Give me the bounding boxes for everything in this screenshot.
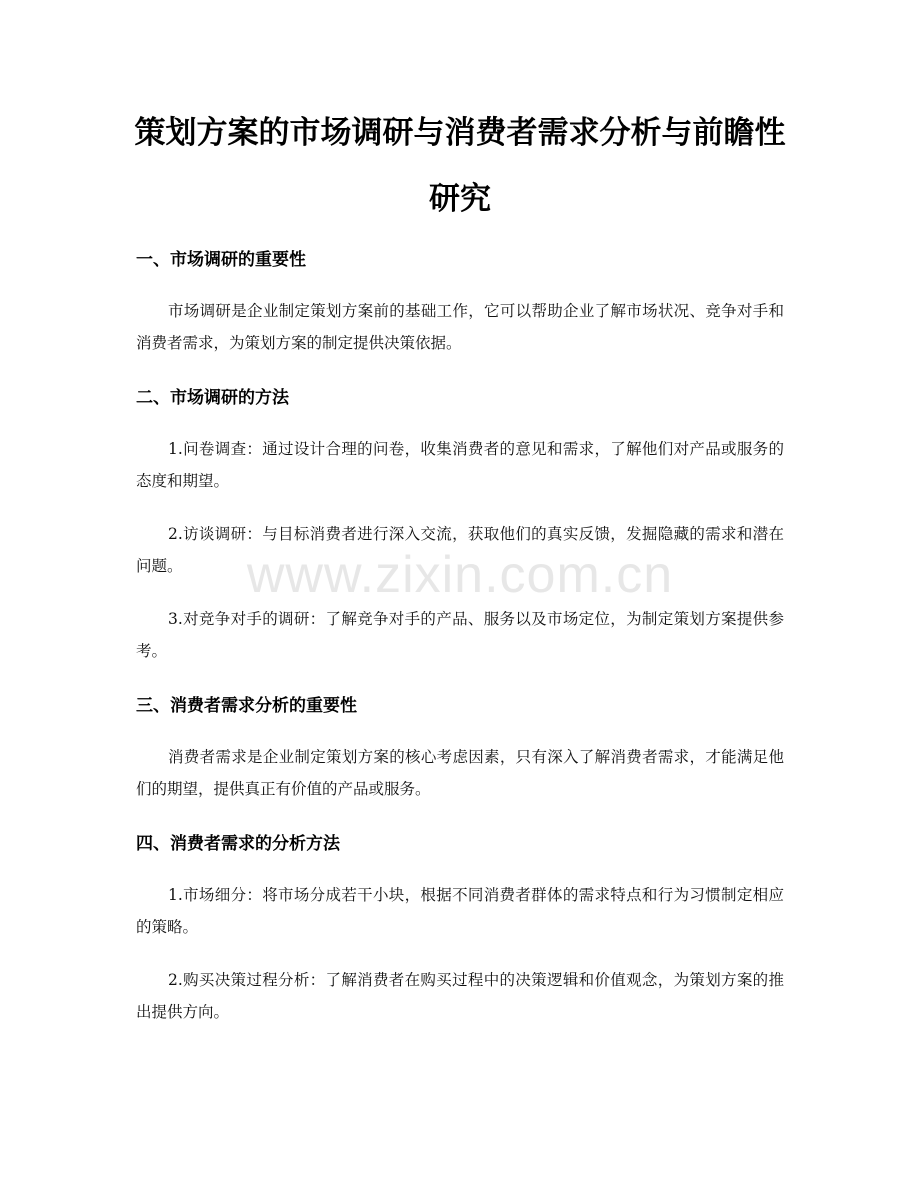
paragraph: 2.访谈调研：与目标消费者进行深入交流，获取他们的真实反馈，发掘隐藏的需求和潜在问题。 (136, 525, 784, 575)
paragraph: 2.购买决策过程分析：了解消费者在购买过程中的决策逻辑和价值观念，为策划方案的推出提供方向。 (136, 971, 784, 1021)
paragraph: 1.问卷调查：通过设计合理的问卷，收集消费者的意见和需求，了解他们对产品或服务的态度和期望。 (136, 440, 784, 490)
section-heading: 四、消费者需求的分析方法 (136, 834, 340, 854)
section-heading: 三、消费者需求分析的重要性 (136, 696, 357, 716)
document-body (136, 248, 784, 1049)
document-title: 策划方案的市场调研与消费者需求分析与前瞻性研究 (134, 115, 786, 217)
paragraph: 消费者需求是企业制定策划方案的核心考虑因素，只有深入了解消费者需求，才能满足他们的期望，提供真正有价值的产品或服务。 (136, 748, 784, 798)
paragraph: 市场调研是企业制定策划方案前的基础工作，它可以帮助企业了解市场状况、竞争对手和消费者需求，为策划方案的制定提供决策依据。 (136, 302, 784, 352)
paragraph: 3.对竞争对手的调研：了解竞争对手的产品、服务以及市场定位，为制定策划方案提供参考。 (136, 610, 784, 660)
paragraph: 1.市场细分：将市场分成若干小块，根据不同消费者群体的需求特点和行为习惯制定相应的策略。 (136, 886, 784, 936)
section-heading: 二、市场调研的方法 (136, 388, 289, 408)
section-heading: 一、市场调研的重要性 (136, 250, 306, 270)
watermark: www.zixin.com.cn (246, 546, 674, 604)
